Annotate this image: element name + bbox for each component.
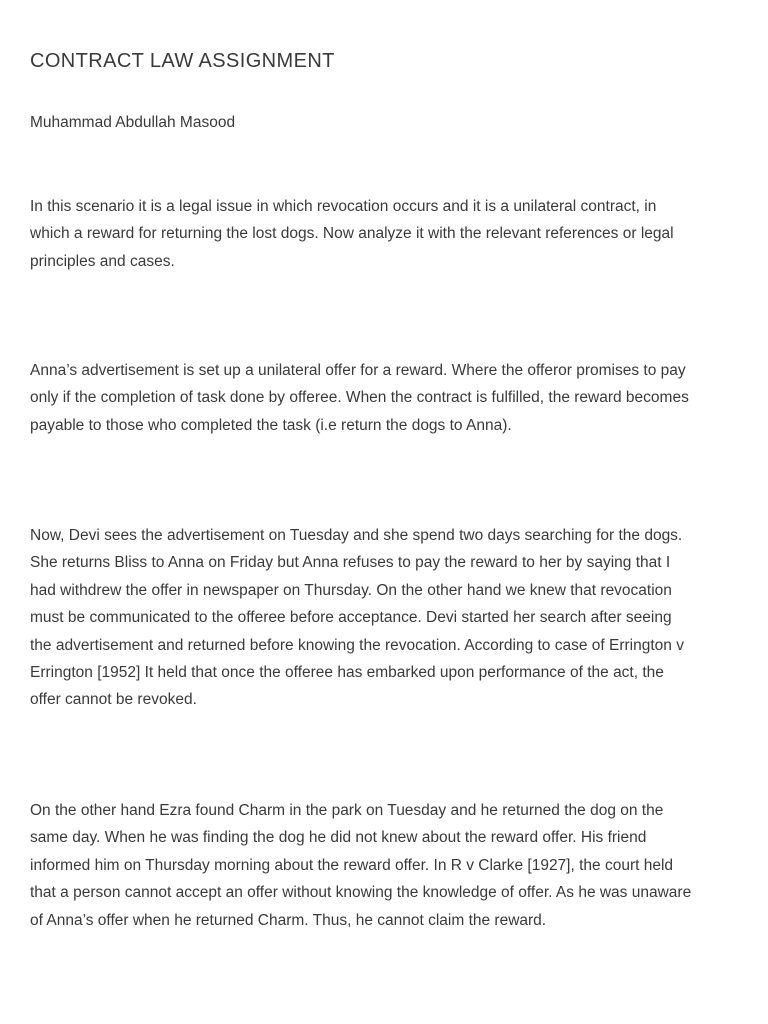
author-name: Muhammad Abdullah Masood	[30, 114, 236, 131]
paragraph-introduction	[30, 193, 742, 275]
paragraph-line: of Anna’s offer when he returned Charm. Thus, he cannot claim the reward.	[30, 911, 547, 929]
paragraph-line: that a person cannot accept an offer without knowing the knowledge of offer. As he was unaware	[30, 884, 692, 902]
paragraph-line: the advertisement and returned before knowing the revocation. According to case of Errington v	[30, 636, 684, 654]
paragraph-line: only if the completion of task done by offeree. When the contract is fulfilled, the reward becomes	[30, 389, 689, 407]
paragraph-devi	[30, 522, 742, 714]
paragraph-line: Anna’s advertisement is set up a unilateral offer for a reward. Where the offeror promises to pay	[30, 362, 686, 379]
paragraph-unilateral-offer	[30, 357, 742, 439]
paragraph-line: Now, Devi sees the advertisement on Tuesday and she spend two days searching for the dogs.	[30, 527, 683, 544]
paragraph-line: In this scenario it is a legal issue in which revocation occurs and it is a unilateral contract, in	[30, 198, 657, 215]
paragraph-line: Errington [1952] It held that once the offeree has embarked upon performance of the act, the	[30, 664, 664, 682]
paragraph-line: offer cannot be revoked.	[30, 691, 197, 709]
paragraph-line: had withdrew the offer in newspaper on Thursday. On the other hand we knew that revocation	[30, 581, 672, 599]
paragraph-ezra	[30, 797, 742, 934]
paragraph-line: same day. When he was finding the dog he did not knew about the reward offer. His friend	[30, 829, 647, 847]
paragraph-line: must be communicated to the offeree before acceptance. Devi started her search after seeing	[30, 609, 672, 627]
paragraph-line: payable to those who completed the task (i.e return the dogs to Anna).	[30, 416, 512, 434]
paragraph-line: She returns Bliss to Anna on Friday but Anna refuses to pay the reward to her by saying that I	[30, 554, 671, 572]
paragraph-line: principles and cases.	[30, 252, 175, 270]
paragraph-line: On the other hand Ezra found Charm in the park on Tuesday and he returned the dog on the	[30, 802, 664, 819]
paragraph-line: which a reward for returning the lost dogs. Now analyze it with the relevant references or legal	[30, 225, 674, 243]
document-title: CONTRACT LAW ASSIGNMENT	[30, 50, 335, 72]
paragraph-line: informed him on Thursday morning about the reward offer. In R v Clarke [1927], the court held	[30, 856, 674, 874]
